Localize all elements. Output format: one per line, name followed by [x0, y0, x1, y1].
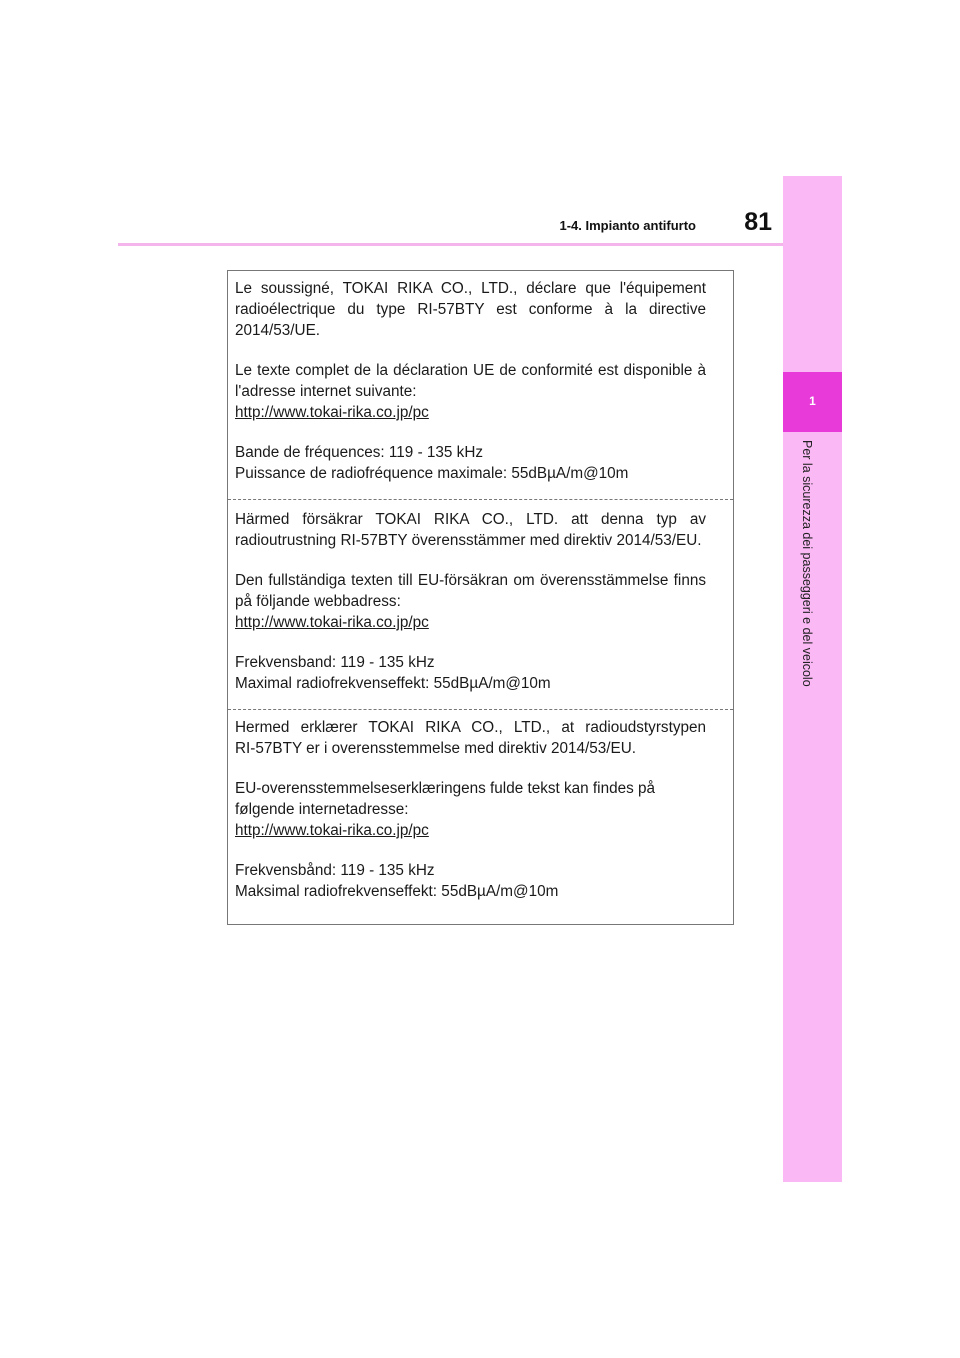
declaration-line: radioélectrique du type RI-57BTY est conforme à la directive [235, 301, 706, 318]
declaration-url-link[interactable]: http://www.tokai-rika.co.jp/pc [235, 404, 429, 421]
full-text-line: Den fullständiga texten till EU-försäkran om överensstämmelse finns [235, 572, 706, 589]
max-power: Maximal radiofrekvenseffekt: 55dBµA/m@10m [235, 675, 551, 692]
declaration-url-link[interactable]: http://www.tokai-rika.co.jp/pc [235, 614, 429, 631]
declaration-line: Härmed försäkrar TOKAI RIKA CO., LTD. att denna typ av [235, 511, 706, 528]
declaration-line: radioutrustning RI-57BTY överensstämmer med direktiv 2014/53/EU. [235, 532, 702, 549]
frequency-band: Frekvensband: 119 - 135 kHz [235, 654, 435, 671]
section-divider [228, 709, 733, 710]
max-power: Maksimal radiofrekvenseffekt: 55dBµA/m@10m [235, 883, 559, 900]
max-power: Puissance de radiofréquence maximale: 55dBµA/m@10m [235, 465, 629, 482]
page-number: 81 [744, 208, 772, 236]
chapter-tab[interactable]: 1 [783, 372, 842, 432]
header-rule [118, 243, 783, 246]
frequency-band: Bande de fréquences: 119 - 135 kHz [235, 444, 484, 461]
chapter-title: Per la sicurezza dei passeggeri e del veicolo [800, 440, 814, 687]
section-title: 1-4. Impianto antifurto [559, 218, 696, 233]
full-text-line: EU-overensstemmelseserklæringens fulde tekst kan findes på [235, 780, 656, 797]
full-text-line: følgende internetadresse: [235, 801, 409, 818]
full-text-line: på följande webbadress: [235, 593, 401, 610]
declaration-line: Le soussigné, TOKAI RIKA CO., LTD., déclare que l'équipement [235, 280, 706, 297]
declaration-line: 2014/53/UE. [235, 322, 321, 339]
compliance-notice-box [227, 270, 734, 925]
full-text-line: l'adresse internet suivante: [235, 383, 417, 400]
notice-french [228, 278, 733, 484]
declaration-line: Hermed erklærer TOKAI RIKA CO., LTD., at radioudstyrstypen [235, 719, 706, 736]
chapter-side-label [800, 440, 836, 880]
frequency-band: Frekvensbånd: 119 - 135 kHz [235, 862, 435, 879]
notice-swedish [228, 509, 733, 694]
full-text-line: Le texte complet de la déclaration UE de conformité est disponible à [235, 362, 706, 379]
section-divider [228, 499, 733, 500]
notice-danish [228, 717, 733, 902]
declaration-line: RI-57BTY er i overensstemmelse med direktiv 2014/53/EU. [235, 740, 637, 757]
declaration-url-link[interactable]: http://www.tokai-rika.co.jp/pc [235, 822, 429, 839]
